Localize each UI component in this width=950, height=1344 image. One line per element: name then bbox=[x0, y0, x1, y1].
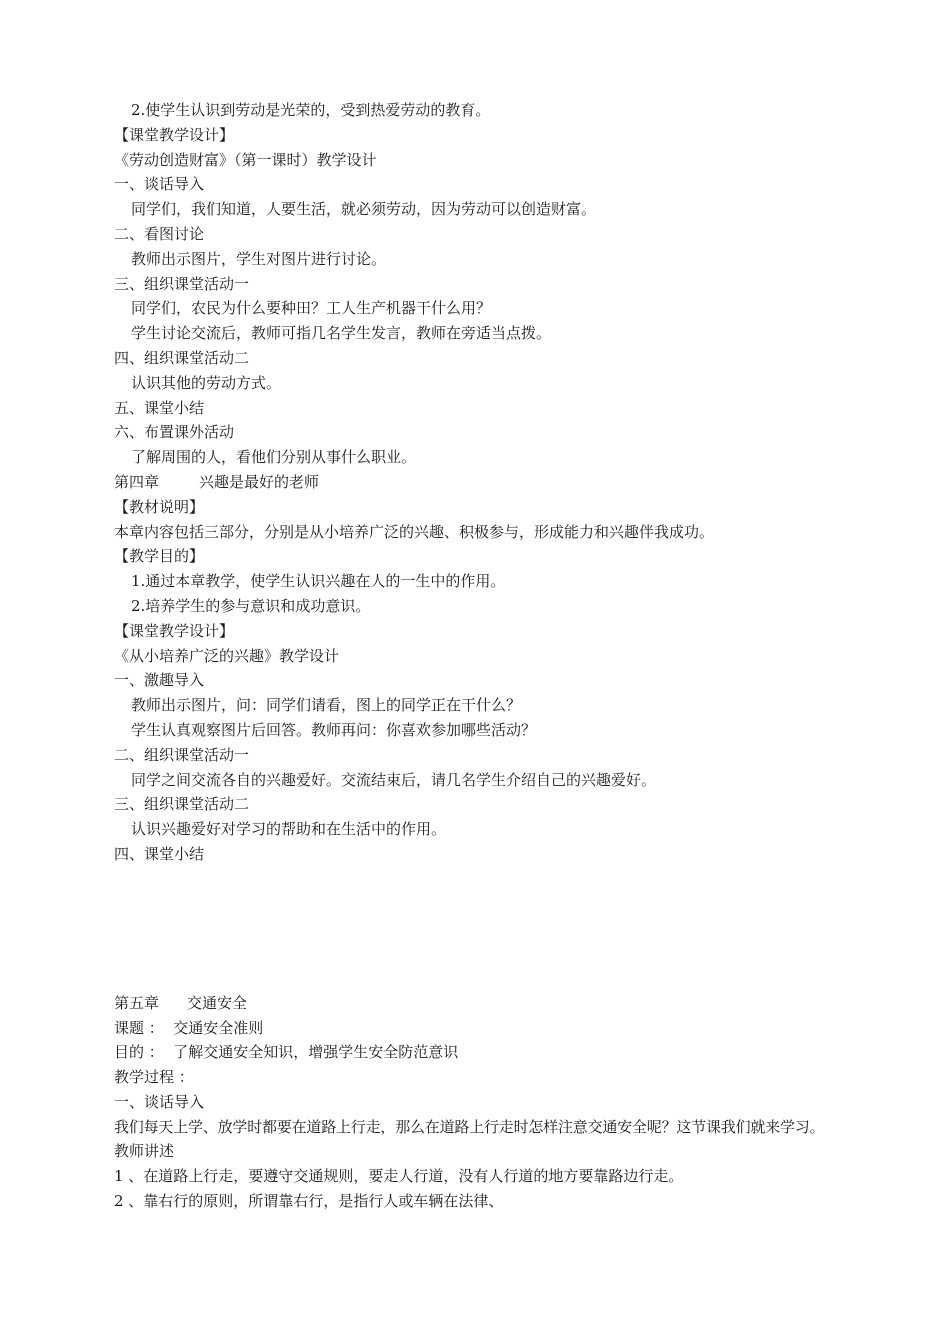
step-heading: 一、谈话导入 bbox=[114, 175, 205, 194]
text-line: 教师出示图片，学生对图片进行讨论。 bbox=[131, 249, 387, 268]
step-heading: 教师讲述 bbox=[114, 1142, 175, 1161]
text-line: 学生讨论交流后，教师可指几名学生发言，教师在旁适当点拨。 bbox=[131, 324, 552, 343]
chapter-title: 兴趣是最好的老师 bbox=[199, 472, 320, 491]
chapter-label: 第四章 bbox=[114, 472, 160, 491]
lesson-goal: 目的 ： 了解交通安全知识，增强学生安全防范意识 bbox=[114, 1043, 459, 1062]
text-line: 同学们，我们知道，人要生活，就必须劳动，因为劳动可以创造财富。 bbox=[131, 200, 597, 219]
lesson-process: 教学过程 ： bbox=[114, 1068, 194, 1087]
chapter-title: 交通安全 bbox=[187, 993, 248, 1012]
text-line: 教师出示图片，问：同学们请看，图上的同学正在干什么？ bbox=[131, 696, 522, 715]
text-line: 认识兴趣爱好对学习的帮助和在生活中的作用。 bbox=[131, 820, 447, 839]
chapter-label: 第五章 bbox=[114, 993, 160, 1012]
step-heading: 三、组织课堂活动一 bbox=[114, 274, 250, 293]
lesson-topic: 课题 ： 交通安全准则 bbox=[114, 1018, 264, 1037]
text-line: 学生认真观察图片后回答。教师再问：你喜欢参加哪些活动？ bbox=[131, 720, 537, 739]
text-line: 本章内容包括三部分，分别是从小培养广泛的兴趣、积极参与，形成能力和兴趣伴我成功。 bbox=[114, 522, 715, 541]
step-heading: 四、组织课堂活动二 bbox=[114, 348, 250, 367]
page-gap bbox=[114, 867, 844, 991]
section-heading: 【课堂教学设计】 bbox=[114, 621, 235, 640]
step-heading: 一、谈话导入 bbox=[114, 1092, 205, 1111]
chapter-heading bbox=[114, 991, 844, 1016]
step-heading: 五、课堂小结 bbox=[114, 398, 205, 417]
step-heading: 一、激趣导入 bbox=[114, 671, 205, 690]
text-line: 2 、靠右行的原则，所谓靠右行，是指行人或车辆在法律、 bbox=[114, 1192, 504, 1211]
text-line: 1 、在道路上行走，要遵守交通规则，要走人行道，没有人行道的地方要靠路边行走。 bbox=[114, 1167, 684, 1186]
text-line: 同学之间交流各自的兴趣爱好。交流结束后，请几名学生介绍自己的兴趣爱好。 bbox=[131, 770, 657, 789]
section-heading: 【课堂教学设计】 bbox=[114, 125, 235, 144]
step-heading: 二、看图讨论 bbox=[114, 224, 205, 243]
text-line: 认识其他的劳动方式。 bbox=[131, 373, 282, 392]
section-heading: 【教材说明】 bbox=[114, 497, 205, 516]
step-heading: 二、组织课堂活动一 bbox=[114, 745, 250, 764]
step-heading: 四、课堂小结 bbox=[114, 844, 205, 863]
step-heading: 六、布置课外活动 bbox=[114, 423, 235, 442]
intro-paragraph: 我们每天上学、放学时都要在道路上行走，那么在道路上行走时怎样注意交通安全呢？这节课我们就来学习。 bbox=[114, 1117, 825, 1136]
step-heading: 三、组织课堂活动二 bbox=[114, 795, 250, 814]
section-heading: 【教学目的】 bbox=[114, 547, 205, 566]
text-line: 2.培养学生的参与意识和成功意识。 bbox=[131, 596, 371, 615]
document-page bbox=[114, 98, 844, 1214]
text-line: 同学们，农民为什么要种田？工人生产机器干什么用？ bbox=[131, 299, 492, 318]
text-line: 2.使学生认识到劳动是光荣的，受到热爱劳动的教育。 bbox=[131, 101, 491, 119]
text-line: 了解周围的人，看他们分别从事什么职业。 bbox=[131, 448, 417, 467]
text-line: 1.通过本章教学，使学生认识兴趣在人的一生中的作用。 bbox=[131, 572, 506, 591]
lesson-title: 《劳动创造财富》（第一课时）教学设计 bbox=[114, 150, 377, 169]
lesson-title: 《从小培养广泛的兴趣》教学设计 bbox=[114, 646, 340, 665]
chapter-heading bbox=[114, 470, 844, 495]
